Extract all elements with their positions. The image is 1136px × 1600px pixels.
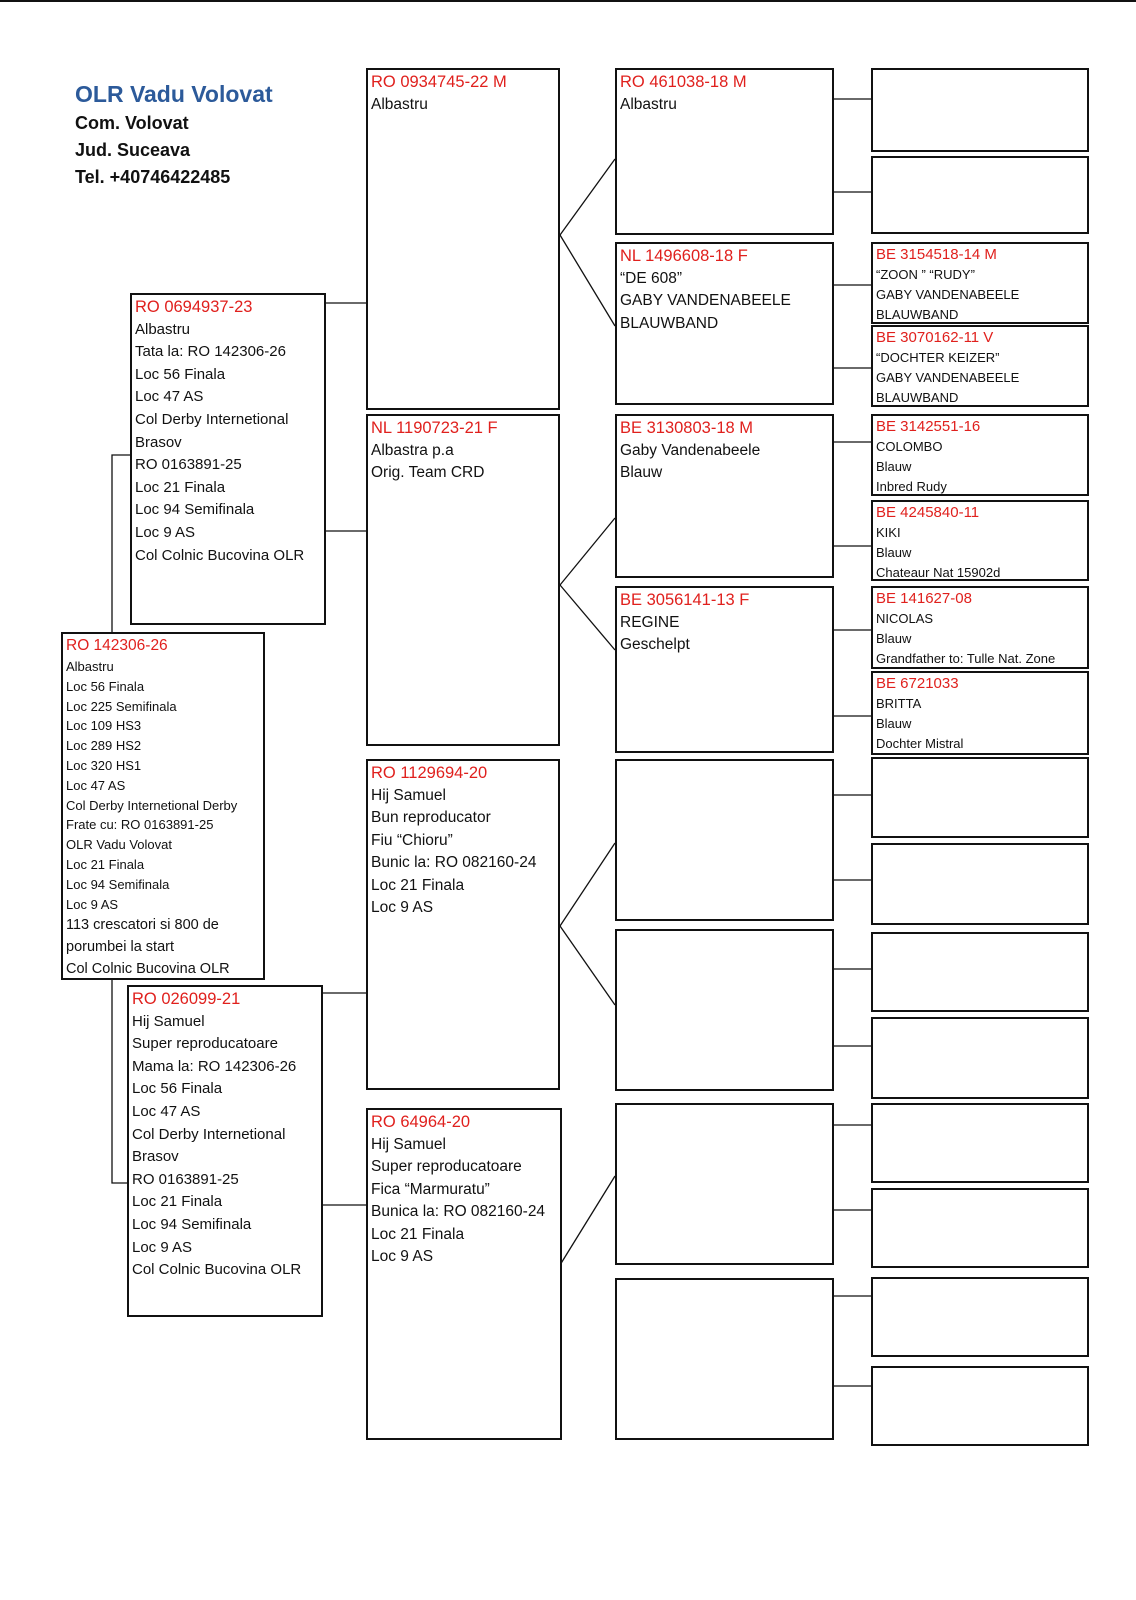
sire-line: Loc 9 AS	[135, 523, 196, 541]
gen3-line: BLAUWBAND	[620, 314, 719, 332]
dam-sire-line: Hij Samuel	[371, 786, 446, 804]
gen4-ring: BE 3142551-16	[876, 418, 981, 435]
gen4-card	[871, 586, 1089, 669]
gen4-card-empty	[871, 757, 1089, 838]
gen4-line: BRITTA	[876, 696, 922, 711]
gen4-card-empty	[871, 932, 1089, 1012]
subject-line: Loc 56 Finala	[66, 678, 145, 694]
subject-line: 113 crescatori si 800 de	[66, 917, 219, 934]
subject-line: Loc 320 HS1	[66, 757, 142, 773]
sire-line: Loc 56 Finala	[135, 365, 226, 383]
gen4-line: GABY VANDENABEELE	[876, 370, 1020, 385]
sire-line: Loc 94 Semifinala	[135, 501, 255, 519]
subject-line: Albastru	[66, 659, 114, 674]
subject-line: Loc 225 Semifinala	[66, 698, 177, 714]
gen4-line: Blauw	[876, 545, 912, 560]
gen4-card-empty	[871, 843, 1089, 925]
dam-dam-line: Loc 21 Finala	[371, 1225, 465, 1243]
gen4-card-empty	[871, 68, 1089, 152]
gen3-line: Geschelpt	[620, 636, 690, 653]
dam-sire-card	[366, 759, 560, 1090]
gen3-line: REGINE	[620, 613, 680, 631]
dam-line: Hij Samuel	[132, 1012, 205, 1030]
gen3-line: Blauw	[620, 464, 663, 481]
subject-ring: RO 142306-26	[66, 637, 168, 654]
dam-dam-ring: RO 64964-20	[371, 1113, 471, 1131]
subject-line: Loc 289 HS2	[66, 738, 142, 754]
gen3-card	[615, 586, 834, 753]
gen3-line: “DE 608”	[620, 269, 683, 287]
sire-sire-ring: RO 0934745-22 M	[371, 73, 507, 91]
sire-line: Col Derby Internetional	[135, 410, 289, 428]
subject-line: OLR Vadu Volovat	[66, 837, 172, 853]
gen4-line: Blauw	[876, 459, 912, 474]
subject-line: Frate cu: RO 0163891-25	[66, 817, 214, 833]
gen4-card-empty	[871, 1277, 1089, 1357]
gen3-ring: RO 461038-18 M	[620, 73, 747, 91]
dam-dam-line: Fica “Marmuratu”	[371, 1180, 490, 1198]
phone: Tel. +40746422485	[75, 167, 231, 187]
commune: Com. Volovat	[75, 113, 189, 133]
gen4-line: Inbred Rudy	[876, 479, 947, 494]
subject-line: Loc 94 Semifinala	[66, 876, 170, 892]
dam-dam-line: Loc 9 AS	[371, 1248, 434, 1265]
sire-sire-line: Albastru	[371, 95, 428, 113]
sire-sire-card	[366, 68, 560, 410]
dam-sire-ring: RO 1129694-20	[371, 764, 488, 782]
gen4-card-empty	[871, 1103, 1089, 1183]
dam-line: Col Colnic Bucovina OLR	[132, 1261, 302, 1279]
gen4-line: KIKI	[876, 525, 901, 540]
gen4-line: BLAUWBAND	[876, 307, 959, 322]
dam-line: RO 0163891-25	[132, 1170, 239, 1188]
dam-sire-line: Bunic la: RO 082160-24	[371, 854, 537, 871]
gen4-ring: BE 141627-08	[876, 590, 972, 607]
gen4-card	[871, 414, 1089, 496]
gen4-ring: BE 3154518-14 M	[876, 246, 997, 263]
gen4-line: Dochter Mistral	[876, 736, 964, 751]
sire-line: Tata la: RO 142306-26	[135, 343, 286, 361]
dam-line: Mama la: RO 142306-26	[132, 1057, 297, 1075]
gen4-card-empty	[871, 1017, 1089, 1099]
gen3-line: Gaby Vandenabeele	[620, 441, 761, 459]
dam-line: Col Derby Internetional	[132, 1125, 286, 1143]
subject-line: Col Colnic Bucovina OLR	[66, 961, 230, 978]
dam-sire-line: Bun reproducator	[371, 809, 491, 826]
gen3-card-empty	[615, 929, 834, 1091]
dam-dam-card	[366, 1108, 562, 1440]
sire-dam-line: Orig. Team CRD	[371, 464, 485, 481]
subject-line: porumbei la start	[66, 939, 174, 956]
dam-dam-line: Hij Samuel	[371, 1135, 446, 1153]
subject-line: Loc 109 HS3	[66, 718, 142, 734]
dam-sire-line: Loc 21 Finala	[371, 876, 465, 894]
sire-line: Loc 47 AS	[135, 388, 204, 406]
dam-line: Brasov	[132, 1148, 179, 1166]
gen4-card	[871, 671, 1089, 755]
gen4-line: GABY VANDENABEELE	[876, 287, 1020, 302]
gen4-line: NICOLAS	[876, 611, 934, 626]
gen3-ring: BE 3130803-18 M	[620, 419, 754, 437]
gen4-card-empty	[871, 1366, 1089, 1446]
gen3-card-empty	[615, 1278, 834, 1440]
county: Jud. Suceava	[75, 140, 191, 160]
dam-line: Super reproducatoare	[132, 1035, 278, 1053]
gen3-card	[615, 242, 834, 405]
gen3-card-empty	[615, 759, 834, 921]
dam-dam-line: Bunica la: RO 082160-24	[371, 1203, 546, 1220]
dam-sire-line: Loc 9 AS	[371, 899, 434, 916]
dam-card	[127, 985, 323, 1317]
subject-line: Col Derby Internetional Derby	[66, 797, 238, 813]
gen4-ring: BE 6721033	[876, 675, 959, 692]
gen3-card-empty	[615, 1103, 834, 1265]
sire-line: Brasov	[135, 433, 182, 451]
gen4-card-empty	[871, 156, 1089, 234]
gen3-ring: BE 3056141-13 F	[620, 591, 750, 609]
dam-ring: RO 026099-21	[132, 990, 241, 1008]
dam-line: Loc 9 AS	[132, 1238, 193, 1256]
sire-card	[130, 293, 326, 625]
gen3-line: Albastru	[620, 95, 677, 113]
sire-dam-ring: NL 1190723-21 F	[371, 419, 498, 437]
gen4-line: “ZOON ” “RUDY”	[876, 267, 975, 282]
dam-line: Loc 21 Finala	[132, 1193, 223, 1211]
gen4-ring: BE 4245840-11	[876, 504, 980, 521]
gen4-card	[871, 500, 1089, 581]
gen4-line: Grandfather to: Tulle Nat. Zone	[876, 651, 1056, 666]
gen4-line: BLAUWBAND	[876, 390, 959, 405]
sire-ring: RO 0694937-23	[135, 298, 253, 316]
gen4-card-empty	[871, 1188, 1089, 1268]
dam-sire-line: Fiu “Chioru”	[371, 831, 453, 849]
subject-line: Loc 21 Finala	[66, 856, 145, 872]
subject-line: Loc 9 AS	[66, 896, 119, 912]
gen3-ring: NL 1496608-18 F	[620, 247, 748, 265]
gen3-card	[615, 414, 834, 578]
dam-line: Loc 47 AS	[132, 1102, 201, 1120]
dam-line: Loc 94 Semifinala	[132, 1215, 252, 1233]
dam-dam-line: Super reproducatoare	[371, 1158, 522, 1175]
gen4-line: Blauw	[876, 716, 912, 731]
org-name: OLR Vadu Volovat	[75, 81, 273, 107]
gen4-line: Chateaur Nat 15902d	[876, 565, 1001, 580]
sire-line: RO 0163891-25	[135, 456, 242, 474]
gen4-card	[871, 325, 1089, 407]
subject-line: Loc 47 AS	[66, 777, 126, 793]
gen3-line: GABY VANDENABEELE	[620, 292, 791, 309]
sire-line: Loc 21 Finala	[135, 478, 226, 496]
gen4-ring: BE 3070162-11 V	[876, 329, 994, 346]
sire-dam-line: Albastra p.a	[371, 441, 454, 459]
gen3-card	[615, 68, 834, 235]
subject-card	[61, 632, 265, 980]
dam-line: Loc 56 Finala	[132, 1080, 223, 1098]
gen4-line: Blauw	[876, 631, 912, 646]
gen4-line: COLOMBO	[876, 439, 943, 454]
gen4-line: “DOCHTER KEIZER”	[876, 350, 1000, 365]
sire-line: Albastru	[135, 320, 191, 338]
sire-dam-card	[366, 414, 560, 746]
sire-line: Col Colnic Bucovina OLR	[135, 546, 305, 564]
gen4-card	[871, 242, 1089, 324]
